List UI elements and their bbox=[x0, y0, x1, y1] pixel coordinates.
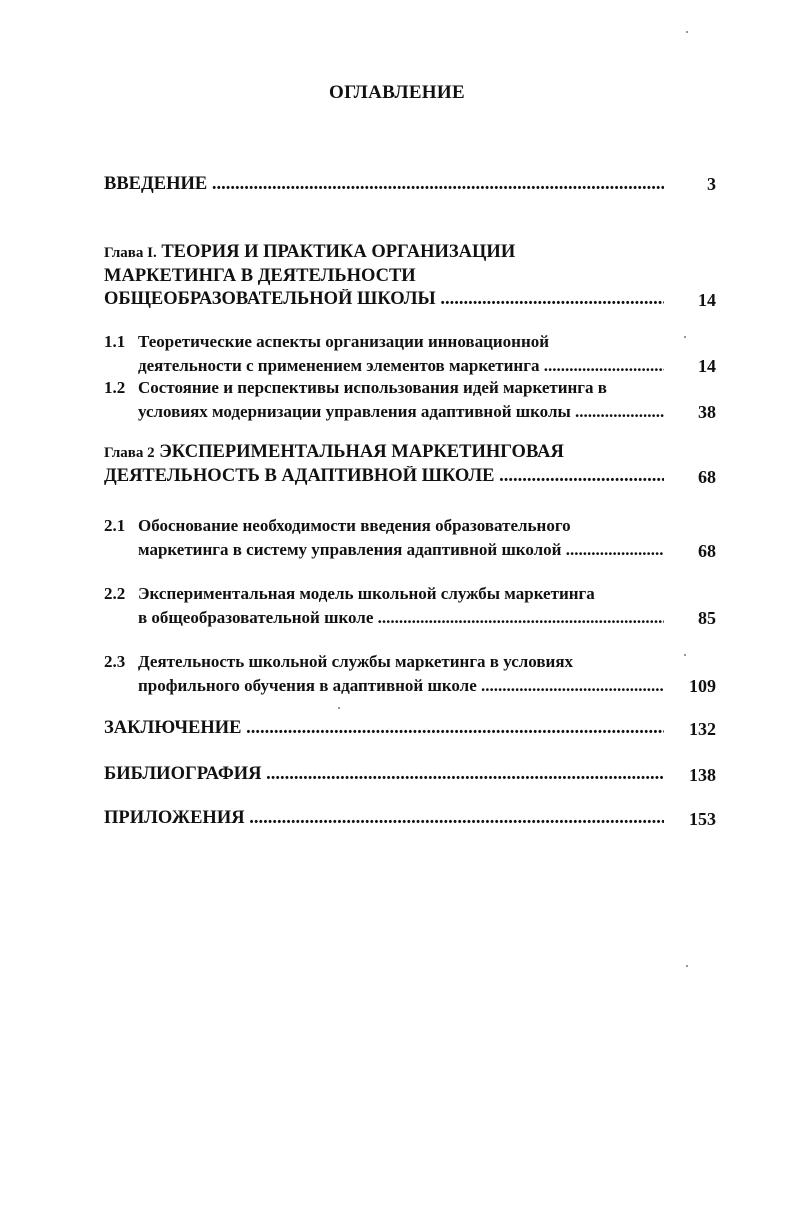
section-text: Экспериментальная модель школьной службы маркетинга bbox=[138, 584, 595, 603]
toc-entry-page: 138 bbox=[689, 765, 716, 785]
section-text: Теоретические аспекты организации инновационной bbox=[138, 332, 550, 351]
toc-entry-intro bbox=[104, 174, 664, 195]
page-title: ОГЛАВЛЕНИЕ bbox=[329, 82, 465, 103]
section-text: условиях модернизации управления адаптивной школы ..... bbox=[138, 402, 664, 421]
section-1-1-page: 14 bbox=[698, 356, 716, 376]
toc-entry-page: 153 bbox=[689, 809, 716, 829]
section-number: 1.2 bbox=[104, 378, 126, 397]
section-text: Состояние и перспективы использования идей маркетинга в bbox=[138, 378, 607, 397]
section-2-2-page: 85 bbox=[698, 608, 716, 628]
section-2-3-line-1 bbox=[104, 652, 664, 672]
section-2-2-line-1 bbox=[104, 584, 664, 604]
section-1-1-line-2 bbox=[138, 356, 664, 376]
section-1-2-page: 38 bbox=[698, 402, 716, 422]
section-2-1-line-2 bbox=[138, 540, 664, 560]
chapter-2-page: 68 bbox=[698, 467, 716, 487]
chapter-1-label: Глава I. bbox=[104, 245, 157, 261]
section-text: Деятельность школьной службы маркетинга в условиях bbox=[138, 652, 574, 671]
section-1-2-line-2 bbox=[138, 402, 664, 422]
chapter-2-text: ЭКСПЕРИМЕНТАЛЬНАЯ МАРКЕТИНГОВАЯ bbox=[159, 442, 564, 462]
chapter-2-text: ДЕЯТЕЛЬНОСТЬ В АДАПТИВНОЙ ШКОЛЕ ..... bbox=[104, 466, 664, 486]
chapter-2-label: Глава 2 bbox=[104, 445, 155, 461]
scan-speck bbox=[338, 707, 340, 709]
toc-entry-page: 132 bbox=[689, 719, 716, 739]
section-2-1-page: 68 bbox=[698, 541, 716, 561]
chapter-1-title-line-2 bbox=[104, 266, 664, 287]
toc-entry-conclusion bbox=[104, 718, 664, 739]
section-number: 2.3 bbox=[104, 652, 126, 671]
section-number: 1.1 bbox=[104, 332, 126, 351]
chapter-1-text: ОБЩЕОБРАЗОВАТЕЛЬНОЙ ШКОЛЫ ..... bbox=[104, 289, 664, 309]
toc-entry-appendices bbox=[104, 808, 664, 829]
toc-entry-page: 3 bbox=[707, 174, 716, 194]
chapter-1-page: 14 bbox=[698, 290, 716, 310]
toc-entry-label: ПРИЛОЖЕНИЯ ..... bbox=[104, 808, 664, 828]
toc-entry-label: БИБЛИОГРАФИЯ ..... bbox=[104, 764, 664, 784]
scan-speck bbox=[686, 31, 688, 33]
section-2-3-line-2 bbox=[138, 676, 664, 696]
scan-speck bbox=[684, 654, 686, 656]
chapter-2-title-line-1 bbox=[104, 442, 664, 463]
scan-speck bbox=[684, 336, 686, 338]
section-text: Обоснование необходимости введения образовательного bbox=[138, 516, 571, 535]
chapter-1-text: МАРКЕТИНГА В ДЕЯТЕЛЬНОСТИ bbox=[104, 266, 416, 286]
chapter-1-title-line-1 bbox=[104, 242, 664, 263]
section-1-2-line-1 bbox=[104, 378, 664, 398]
section-text: профильного обучения в адаптивной школе ..... bbox=[138, 676, 664, 695]
section-2-2-line-2 bbox=[138, 608, 664, 628]
section-1-1-line-1 bbox=[104, 332, 664, 352]
section-number: 2.2 bbox=[104, 584, 126, 603]
toc-entry-label: ЗАКЛЮЧЕНИЕ ..... bbox=[104, 718, 664, 738]
section-number: 2.1 bbox=[104, 516, 126, 535]
section-2-3-page: 109 bbox=[689, 676, 716, 696]
toc-entry-label: ВВЕДЕНИЕ ..... bbox=[104, 174, 664, 194]
chapter-1-text: ТЕОРИЯ И ПРАКТИКА ОРГАНИЗАЦИИ bbox=[161, 242, 516, 262]
chapter-2-title-line-2 bbox=[104, 466, 664, 487]
section-text: деятельности с применением элементов маркетинга ..... bbox=[138, 356, 664, 375]
chapter-1-title-line-3 bbox=[104, 289, 664, 310]
scan-speck bbox=[686, 965, 688, 967]
section-text: маркетинга в систему управления адаптивной школой ..... bbox=[138, 540, 664, 559]
section-2-1-line-1 bbox=[104, 516, 664, 536]
toc-entry-bibliography bbox=[104, 764, 664, 785]
section-text: в общеобразовательной школе ..... bbox=[138, 608, 664, 627]
